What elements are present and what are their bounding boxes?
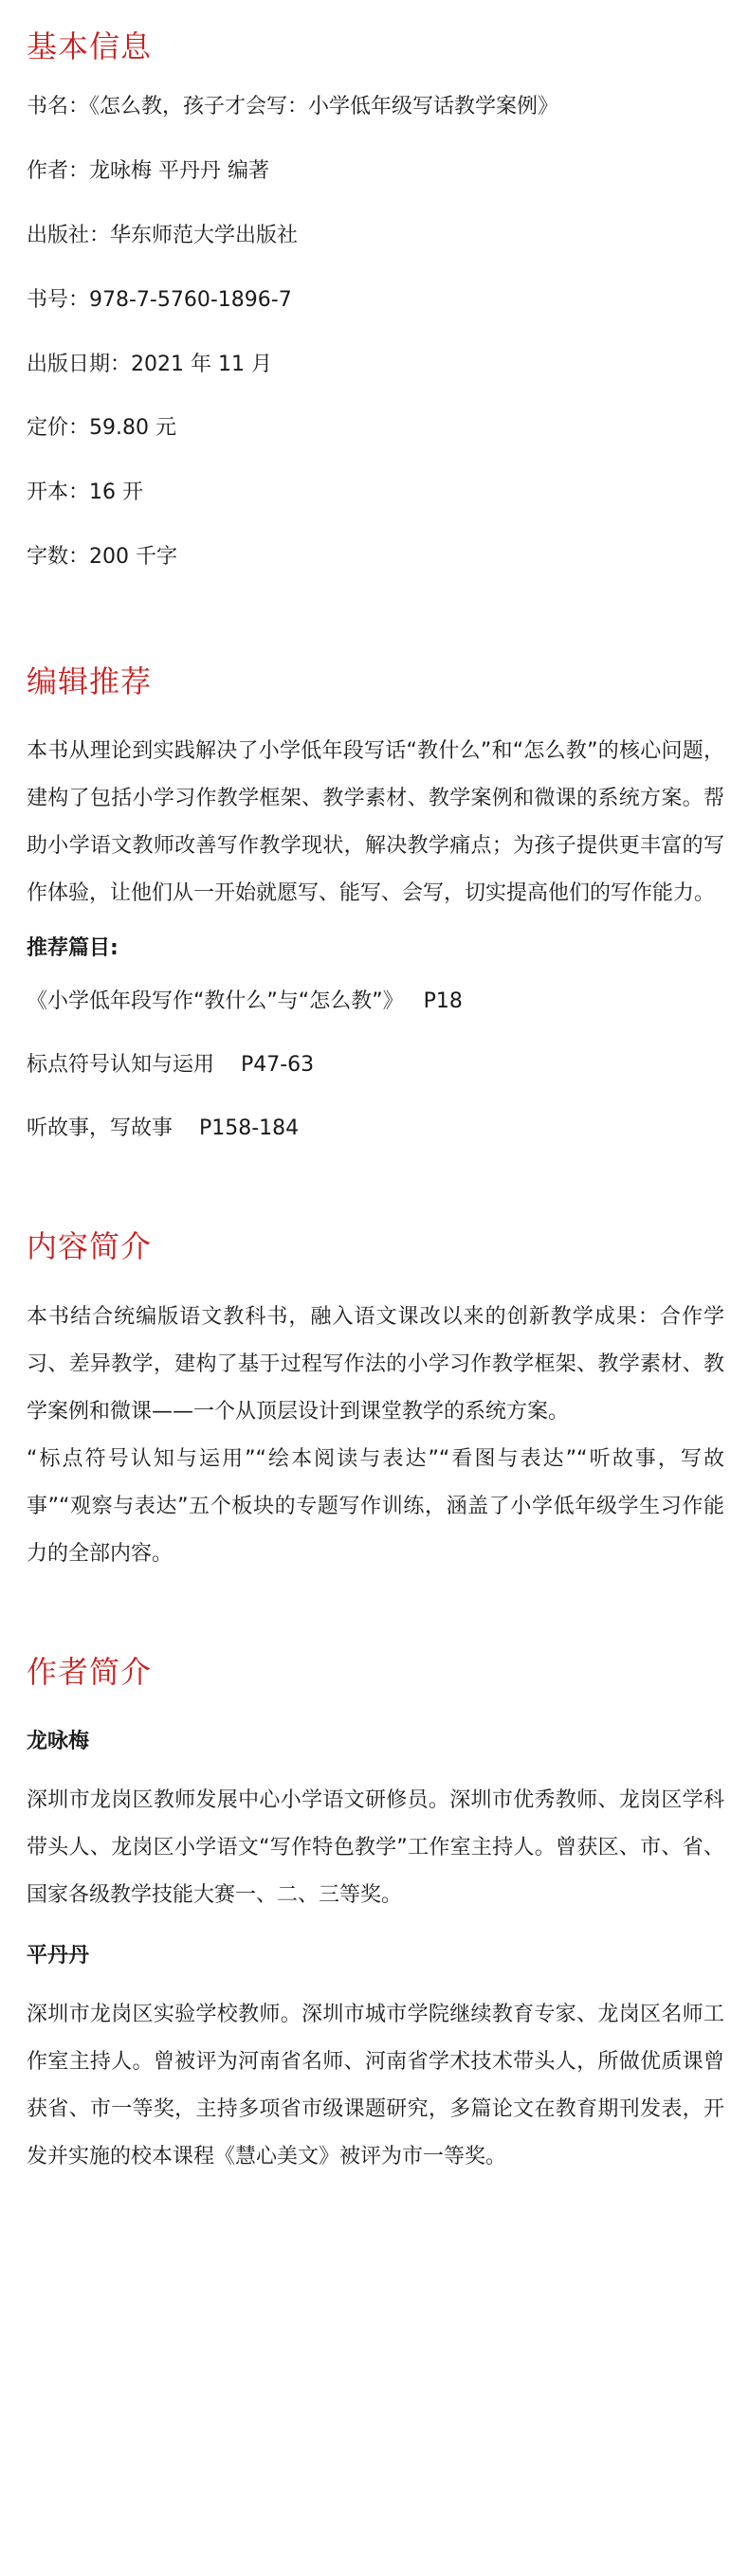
isbn-line: 书号：978-7-5760-1896-7 [27, 287, 292, 312]
author-intro-title: 作者简介 [27, 1653, 153, 1690]
editor-recommend-title: 编辑推荐 [27, 662, 153, 699]
author-line: 作者：龙咏梅 平丹丹 编著 [27, 159, 269, 184]
recommended-chapter-item: 听故事，写故事 P158-184 [27, 1116, 300, 1141]
recommended-chapter-item: 《小学低年段写作“教什么”与“怎么教”》 P18 [27, 989, 463, 1014]
book-title-line: 书名：《怎么教，孩子才会写：小学低年级写话教学案例》 [27, 95, 559, 119]
publisher-line: 出版社：华东师范大学出版社 [27, 223, 299, 247]
editor-recommend-paragraph: 本书从理论到实践解决了小学低年段写话“教什么”和“怎么教”的核心问题，建构了包括小学习作教学框架、教学素材、教学案例和微课的系统方案。帮助小学语文教师改善写作教学现状，解决教学痛点；为孩子提供更丰富的写作体验，让他们从一开始就愿写、能写、会写，切实提高他们的写作能力。 [27, 739, 724, 906]
content-intro-paragraph: “标点符号认知与运用”“绘本阅读与表达”“看图与表达”“听故事，写故事”“观察与表达”五个板块的专题写作训练，涵盖了小学低年级学生习作能力的全部内容。 [27, 1446, 724, 1566]
author-name: 平丹丹 [27, 1943, 90, 1968]
recommended-chapters-label: 推荐篇目: [27, 936, 119, 961]
author-bio: 深圳市龙岗区教师发展中心小学语文研修员。深圳市优秀教师、龙岗区学科带头人、龙岗区小学语文“写作特色教学”工作室主持人。曾获区、市、省、国家各级教学技能大赛一、二、三等奖。 [27, 1787, 724, 1907]
content-intro-title: 内容简介 [27, 1228, 153, 1265]
content-intro-paragraph: 本书结合统编版语文教科书，融入语文课改以来的创新教学成果：合作学习、差异教学，建构了基于过程写作法的小学习作教学框架、教学素材、教学案例和微课——一个从顶层设计到课堂教学的系统方案。 [27, 1304, 724, 1424]
basic-info-title: 基本信息 [27, 28, 153, 64]
format-line: 开本：16 开 [27, 481, 143, 505]
content-intro-section [27, 1228, 724, 1577]
author-intro-section [27, 1654, 724, 2181]
price-line: 定价：59.80 元 [27, 416, 176, 441]
basic-info-section [27, 28, 724, 572]
author-name: 龙咏梅 [27, 1729, 90, 1753]
author-bio: 深圳市龙岗区实验学校教师。深圳市城市学院继续教育专家、龙岗区名师工作室主持人。曾被评为河南省名师、河南省学术技术带头人，所做优质课曾获省、市一等奖，主持多项省市级课题研究，多篇论文在教育期刊发表，开发并实施的校本课程《慧心美文》被评为市一等奖。 [27, 2002, 724, 2168]
editor-recommend-section [27, 663, 724, 1152]
recommended-chapter-item: 标点符号认知与运用 P47-63 [27, 1053, 315, 1078]
publish-date-line: 出版日期：2021 年 11 月 [27, 352, 272, 376]
word-count-line: 字数：200 千字 [27, 544, 177, 569]
